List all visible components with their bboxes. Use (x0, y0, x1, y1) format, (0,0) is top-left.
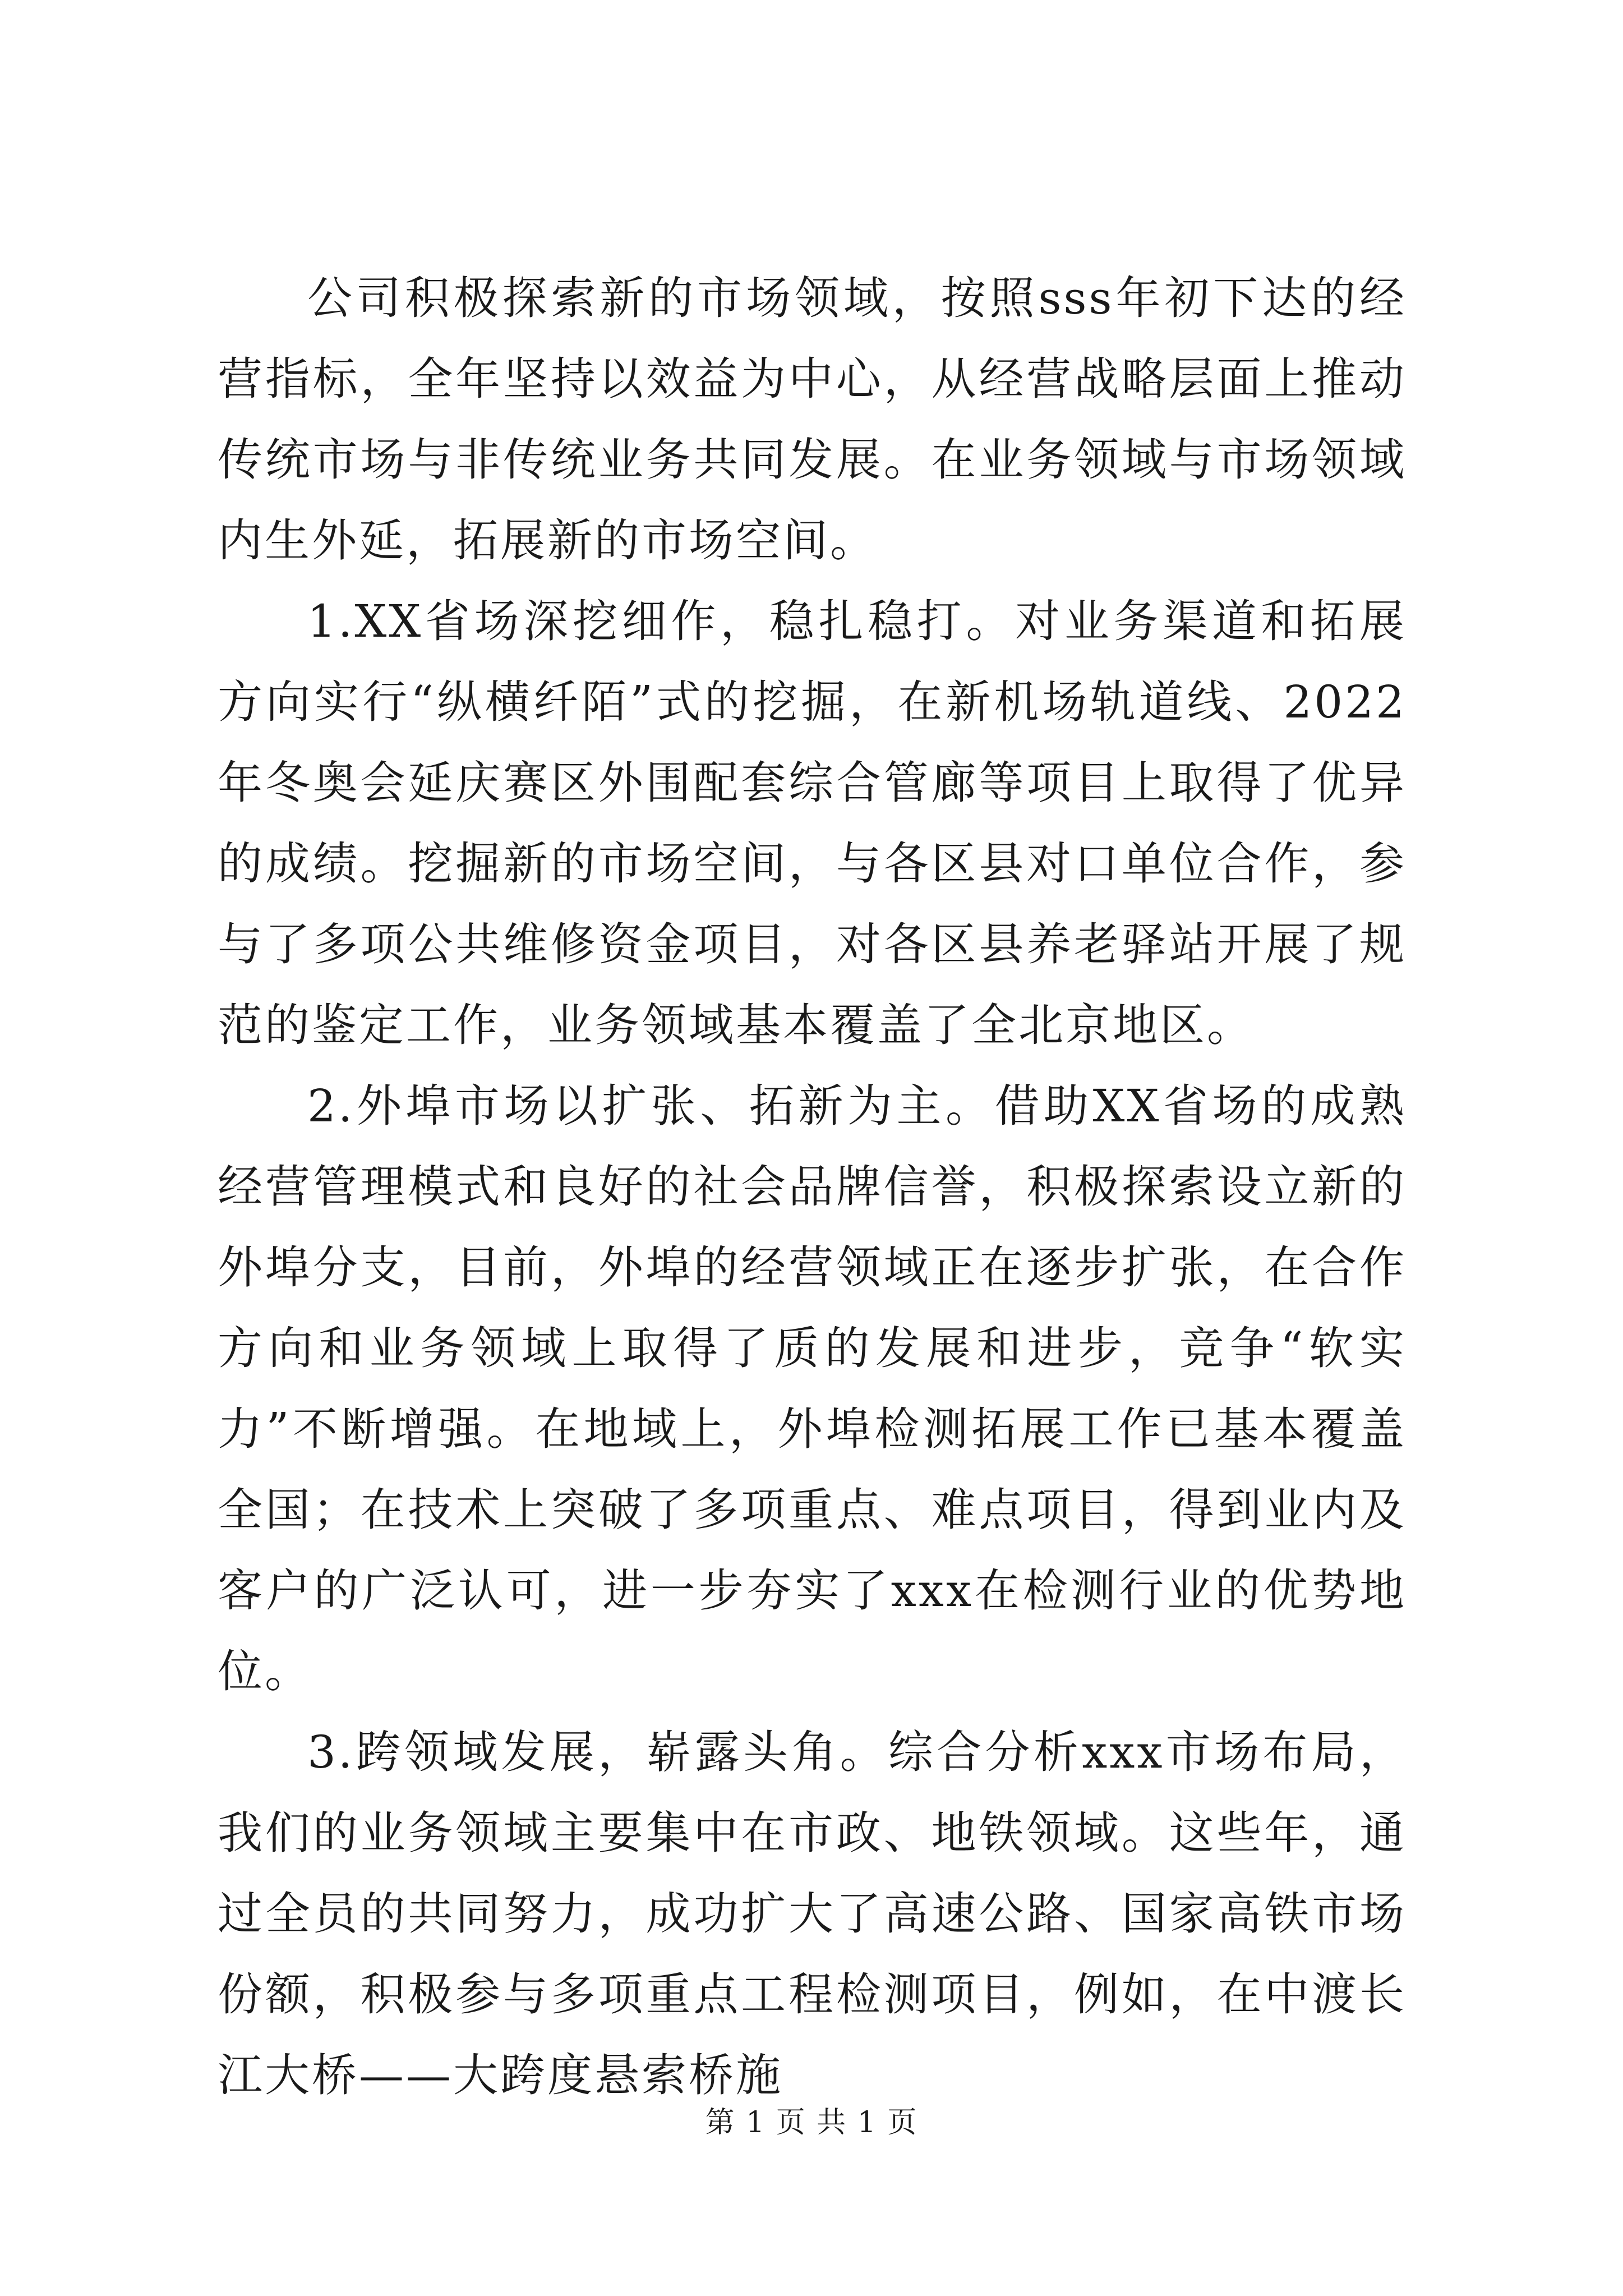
paragraph-item-1: 1.XX省场深挖细作，稳扎稳打。对业务渠道和拓展方向实行“纵横纤陌”式的挖掘，在新机场轨道线、2022年冬奥会延庆赛区外围配套综合管廊等项目上取得了优异的成绩。挖掘新的市场空间，与各区县对口单位合作，参与了多项公共维修资金项目，对各区县养老驿站开展了规范的鉴定工作，业务领域基本覆盖了全北京地区。 (218, 595, 1407, 1051)
page-footer: 第 1 页 共 1 页 (705, 2106, 918, 2139)
document-body (218, 258, 1407, 2116)
paragraph-item-3: 3.跨领域发展，崭露头角。综合分析xxx市场布局，我们的业务领域主要集中在市政、地铁领域。这些年，通过全员的共同努力，成功扩大了高速公路、国家高铁市场份额，积极参与多项重点工程检测项目，例如，在中渡长江大桥——大跨度悬索桥施 (218, 1726, 1407, 2101)
paragraph-item-2: 2.外埠市场以扩张、拓新为主。借助XX省场的成熟经营管理模式和良好的社会品牌信誉，积极探索设立新的外埠分支，目前，外埠的经营领域正在逐步扩张，在合作方向和业务领域上取得了质的发展和进步，竞争“软实力”不断增强。在地域上，外埠检测拓展工作已基本覆盖全国；在技术上突破了多项重点、难点项目，得到业内及客户的广泛认可，进一步夯实了xxx在检测行业的优势地位。 (218, 1080, 1407, 1697)
paragraph-intro: 公司积极探索新的市场领域，按照sss年初下达的经营指标，全年坚持以效益为中心，从经营战略层面上推动传统市场与非传统业务共同发展。在业务领域与市场领域内生外延，拓展新的市场空间。 (218, 272, 1407, 567)
